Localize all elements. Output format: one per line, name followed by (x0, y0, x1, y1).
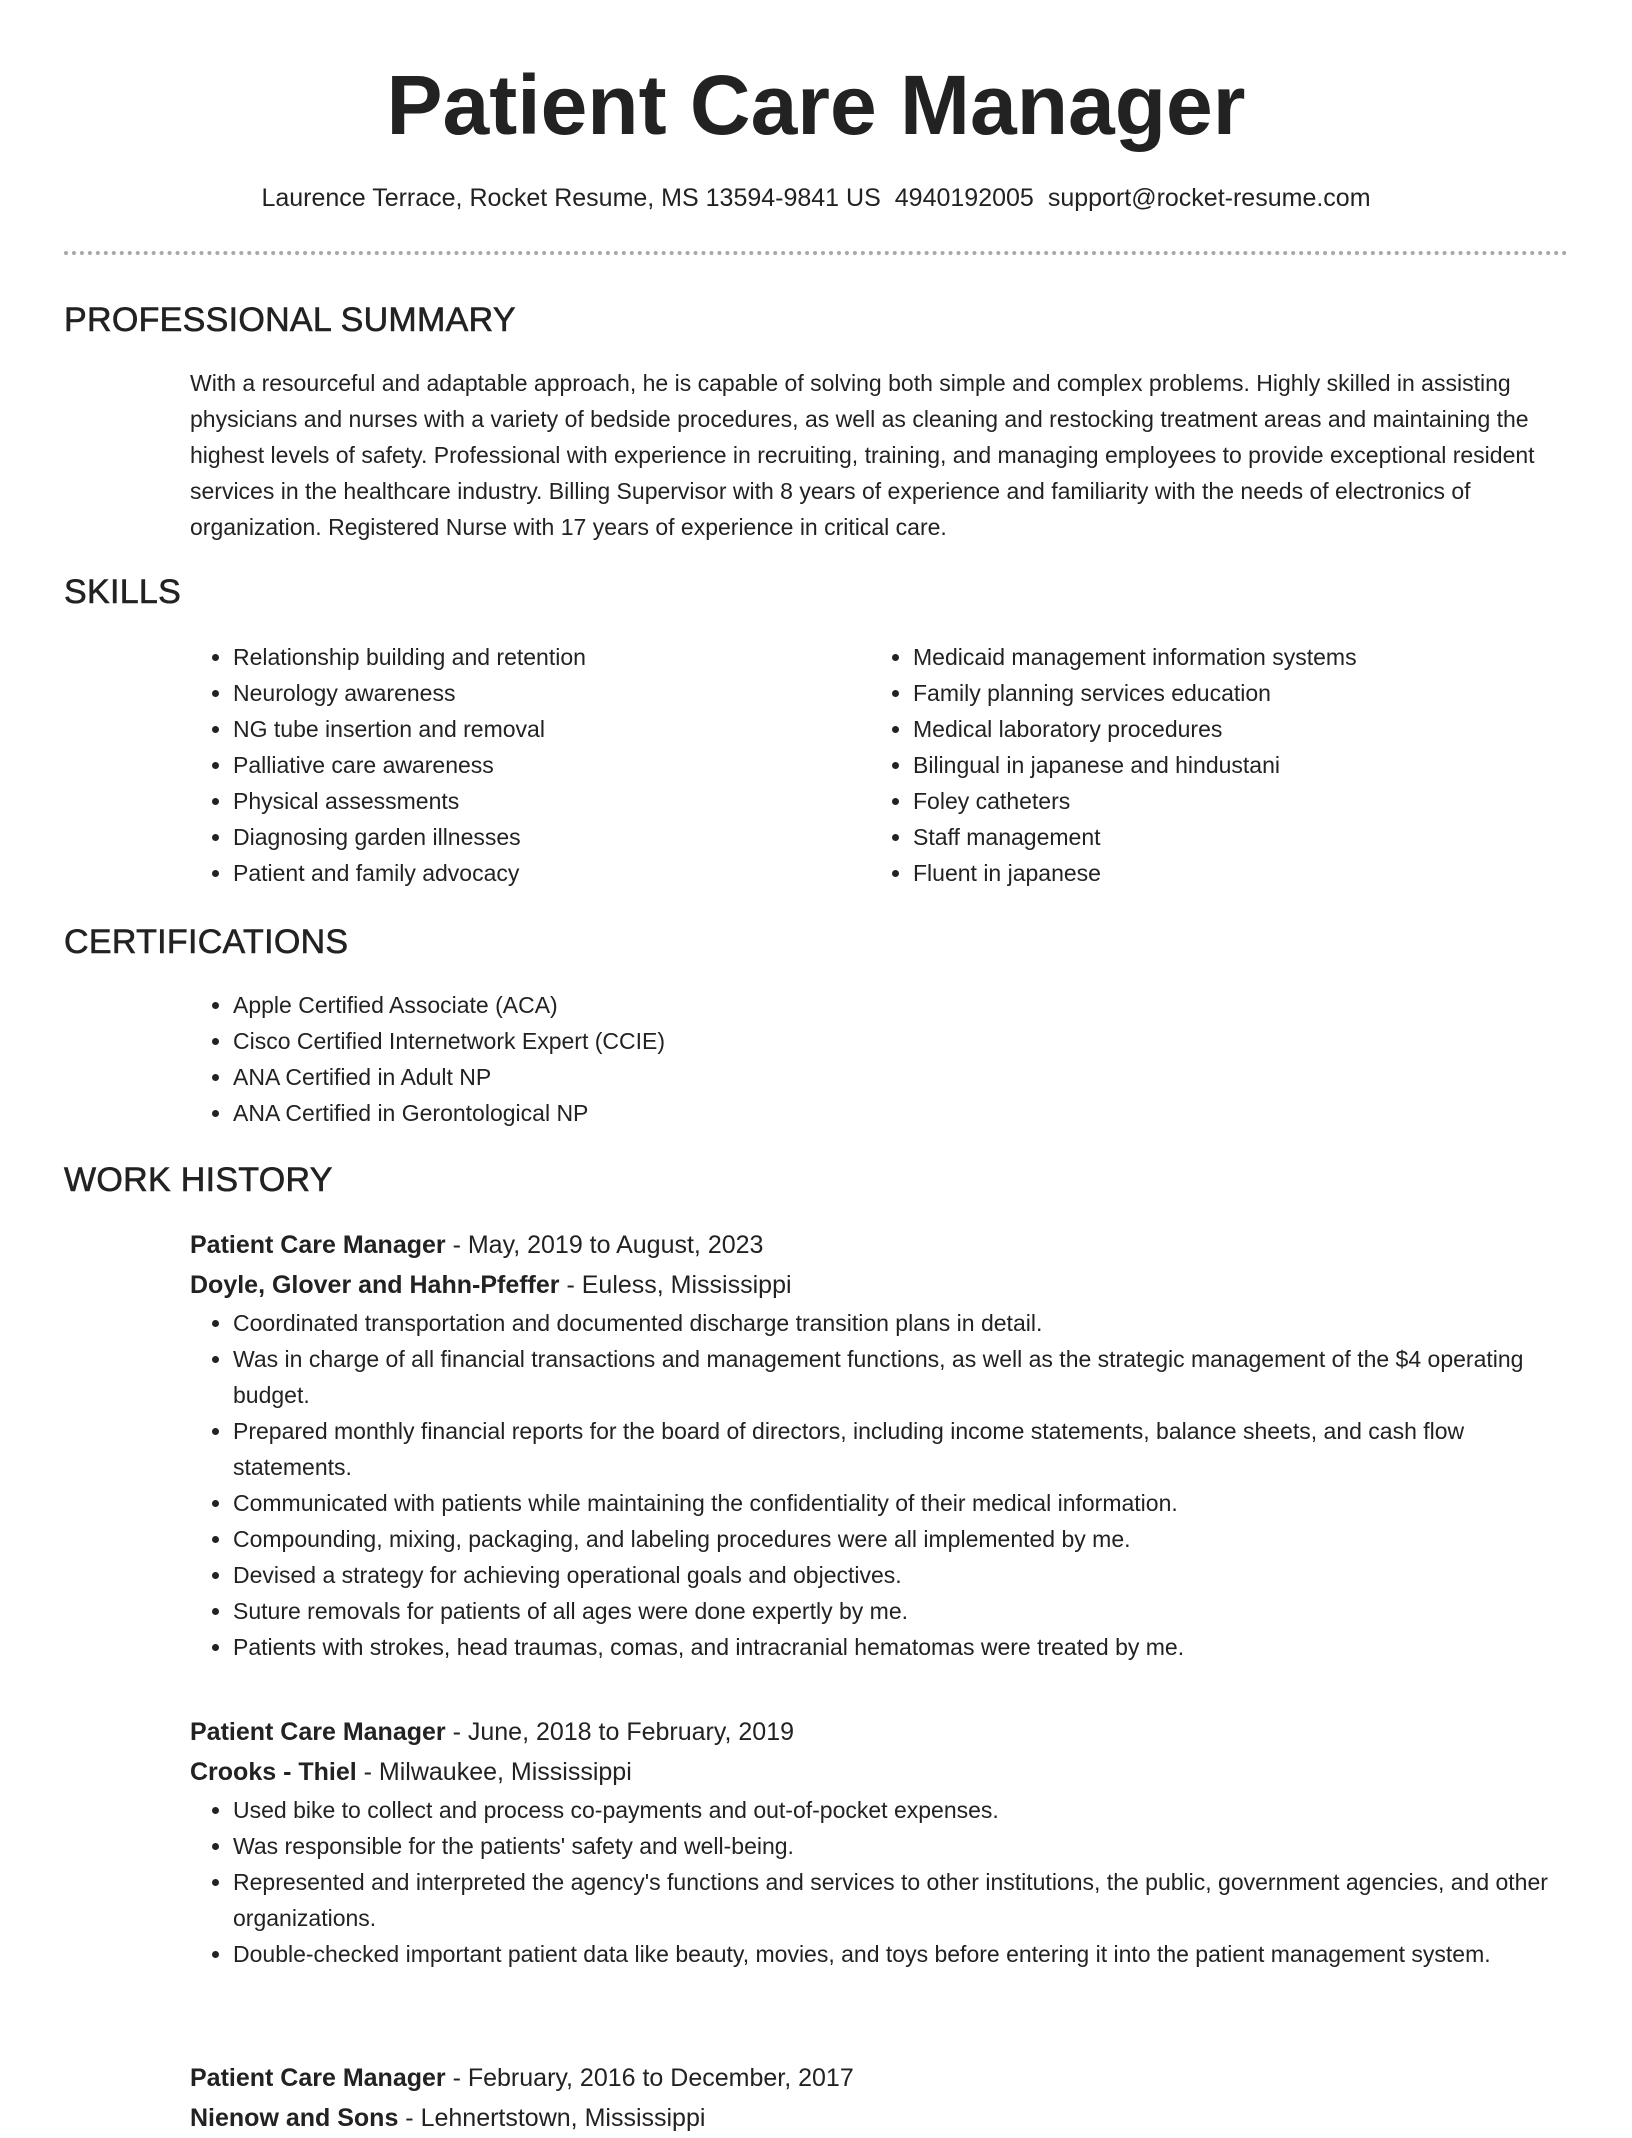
work-history-heading: WORK HISTORY (64, 1161, 333, 1199)
job-title-line (190, 1225, 1570, 1265)
job-entry (190, 2058, 1570, 2138)
job-bullet: • Was in charge of all financial transactions and management functions, as well as the strategic management of the $4 operating budget. (233, 1341, 1570, 1413)
contact-address: Laurence Terrace, Rocket Resume, MS 13594-9841 US (261, 184, 881, 212)
summary-heading: PROFESSIONAL SUMMARY (64, 301, 516, 339)
certifications-list (190, 987, 1570, 1131)
job-bullet: • Used bike to collect and process co-payments and out-of-pocket expenses. (233, 1792, 1570, 1828)
job-bullet: • Patients with strokes, head traumas, comas, and intracranial hematomas were treated by me. (233, 1629, 1570, 1665)
job-title-line (190, 2058, 1570, 2098)
job-company: Nienow and Sons (190, 2104, 399, 2132)
skill-item: • Medicaid management information systems (913, 639, 1550, 675)
job-bullets (190, 1305, 1570, 1665)
certifications-block (190, 987, 1570, 1131)
job-entry (190, 1225, 1570, 1665)
job-bullet: • Devised a strategy for achieving operational goals and objectives. (233, 1557, 1570, 1593)
job-dates: - June, 2018 to February, 2019 (445, 1718, 795, 1746)
skills-column-right (870, 639, 1550, 891)
job-company-line (190, 1752, 1570, 1792)
header-divider (64, 251, 1568, 255)
skills-columns (190, 639, 1570, 891)
job-bullet: • Was responsible for the patients' safety and well-being. (233, 1828, 1570, 1864)
certification-item: • Cisco Certified Internetwork Expert (CCIE) (233, 1023, 1570, 1059)
job-bullet: • Compounding, mixing, packaging, and labeling procedures were all implemented by me. (233, 1521, 1570, 1557)
job-bullet: • Suture removals for patients of all ages were done expertly by me. (233, 1593, 1570, 1629)
job-dates: - May, 2019 to August, 2023 (445, 1231, 764, 1259)
job-company-line (190, 1265, 1570, 1305)
job-bullet: • Prepared monthly financial reports for the board of directors, including income statements, balance sheets, and cash flow statements. (233, 1413, 1570, 1485)
skill-item: • Foley catheters (913, 783, 1550, 819)
resume-name-title: Patient Care Manager (386, 58, 1246, 152)
job-company: Doyle, Glover and Hahn-Pfeffer (190, 1271, 560, 1299)
skills-list-right (870, 639, 1550, 891)
job-bullet: • Communicated with patients while maintaining the confidentiality of their medical information. (233, 1485, 1570, 1521)
job-title: Patient Care Manager (190, 1718, 446, 1746)
job-company-line (190, 2098, 1570, 2138)
summary-text: With a resourceful and adaptable approach, he is capable of solving both simple and complex problems. Highly skilled in assisting physicians and nurses with a variety of bedside procedures, as well as cleaning and restocking treatment areas and maintaining the highest levels of safety. Professional with experience in recruiting, training, and managing employees to provide exceptional resident services in the healthcare industry. Billing Supervisor with 8 years of experience and familiarity with the needs of electronics of organization. Registered Nurse with 17 years of experience in critical care. (190, 370, 1535, 540)
skill-item: • Physical assessments (233, 783, 870, 819)
job-title: Patient Care Manager (190, 2064, 446, 2092)
job-bullets (190, 1792, 1570, 1972)
contact-email[interactable]: support@rocket-resume.com (1047, 184, 1371, 212)
certification-item: • Apple Certified Associate (ACA) (233, 987, 1570, 1023)
job-location: - Lehnertstown, Mississippi (398, 2104, 706, 2132)
skill-item: • Diagnosing garden illnesses (233, 819, 870, 855)
skills-column-left (190, 639, 870, 891)
skill-item: • Palliative care awareness (233, 747, 870, 783)
skill-item: • Neurology awareness (233, 675, 870, 711)
job-dates: - February, 2016 to December, 2017 (445, 2064, 854, 2092)
skill-item: • Staff management (913, 819, 1550, 855)
skill-item: • Bilingual in japanese and hindustani (913, 747, 1550, 783)
job-entry (190, 1712, 1570, 1972)
skills-list-left (190, 639, 870, 891)
job-location: - Euless, Mississippi (559, 1271, 792, 1299)
job-company: Crooks - Thiel (190, 1758, 357, 1786)
contact-line (0, 180, 1632, 216)
certification-item: • ANA Certified in Gerontological NP (233, 1095, 1570, 1131)
job-bullet: • Coordinated transportation and documented discharge transition plans in detail. (233, 1305, 1570, 1341)
skill-item: • Fluent in japanese (913, 855, 1550, 891)
job-bullet: • Double-checked important patient data like beauty, movies, and toys before entering it into the patient management system. (233, 1936, 1570, 1972)
contact-phone: 4940192005 (894, 184, 1034, 212)
job-title-line (190, 1712, 1570, 1752)
skill-item: • Medical laboratory procedures (913, 711, 1550, 747)
skill-item: • NG tube insertion and removal (233, 711, 870, 747)
job-title: Patient Care Manager (190, 1231, 446, 1259)
skills-heading: SKILLS (64, 573, 182, 611)
certifications-heading: CERTIFICATIONS (64, 923, 349, 961)
skill-item: • Relationship building and retention (233, 639, 870, 675)
skill-item: • Patient and family advocacy (233, 855, 870, 891)
certification-item: • ANA Certified in Adult NP (233, 1059, 1570, 1095)
job-bullet: • Represented and interpreted the agency's functions and services to other institutions, the public, government agencies, and other organizations. (233, 1864, 1570, 1936)
job-location: - Milwaukee, Mississippi (356, 1758, 632, 1786)
skill-item: • Family planning services education (913, 675, 1550, 711)
